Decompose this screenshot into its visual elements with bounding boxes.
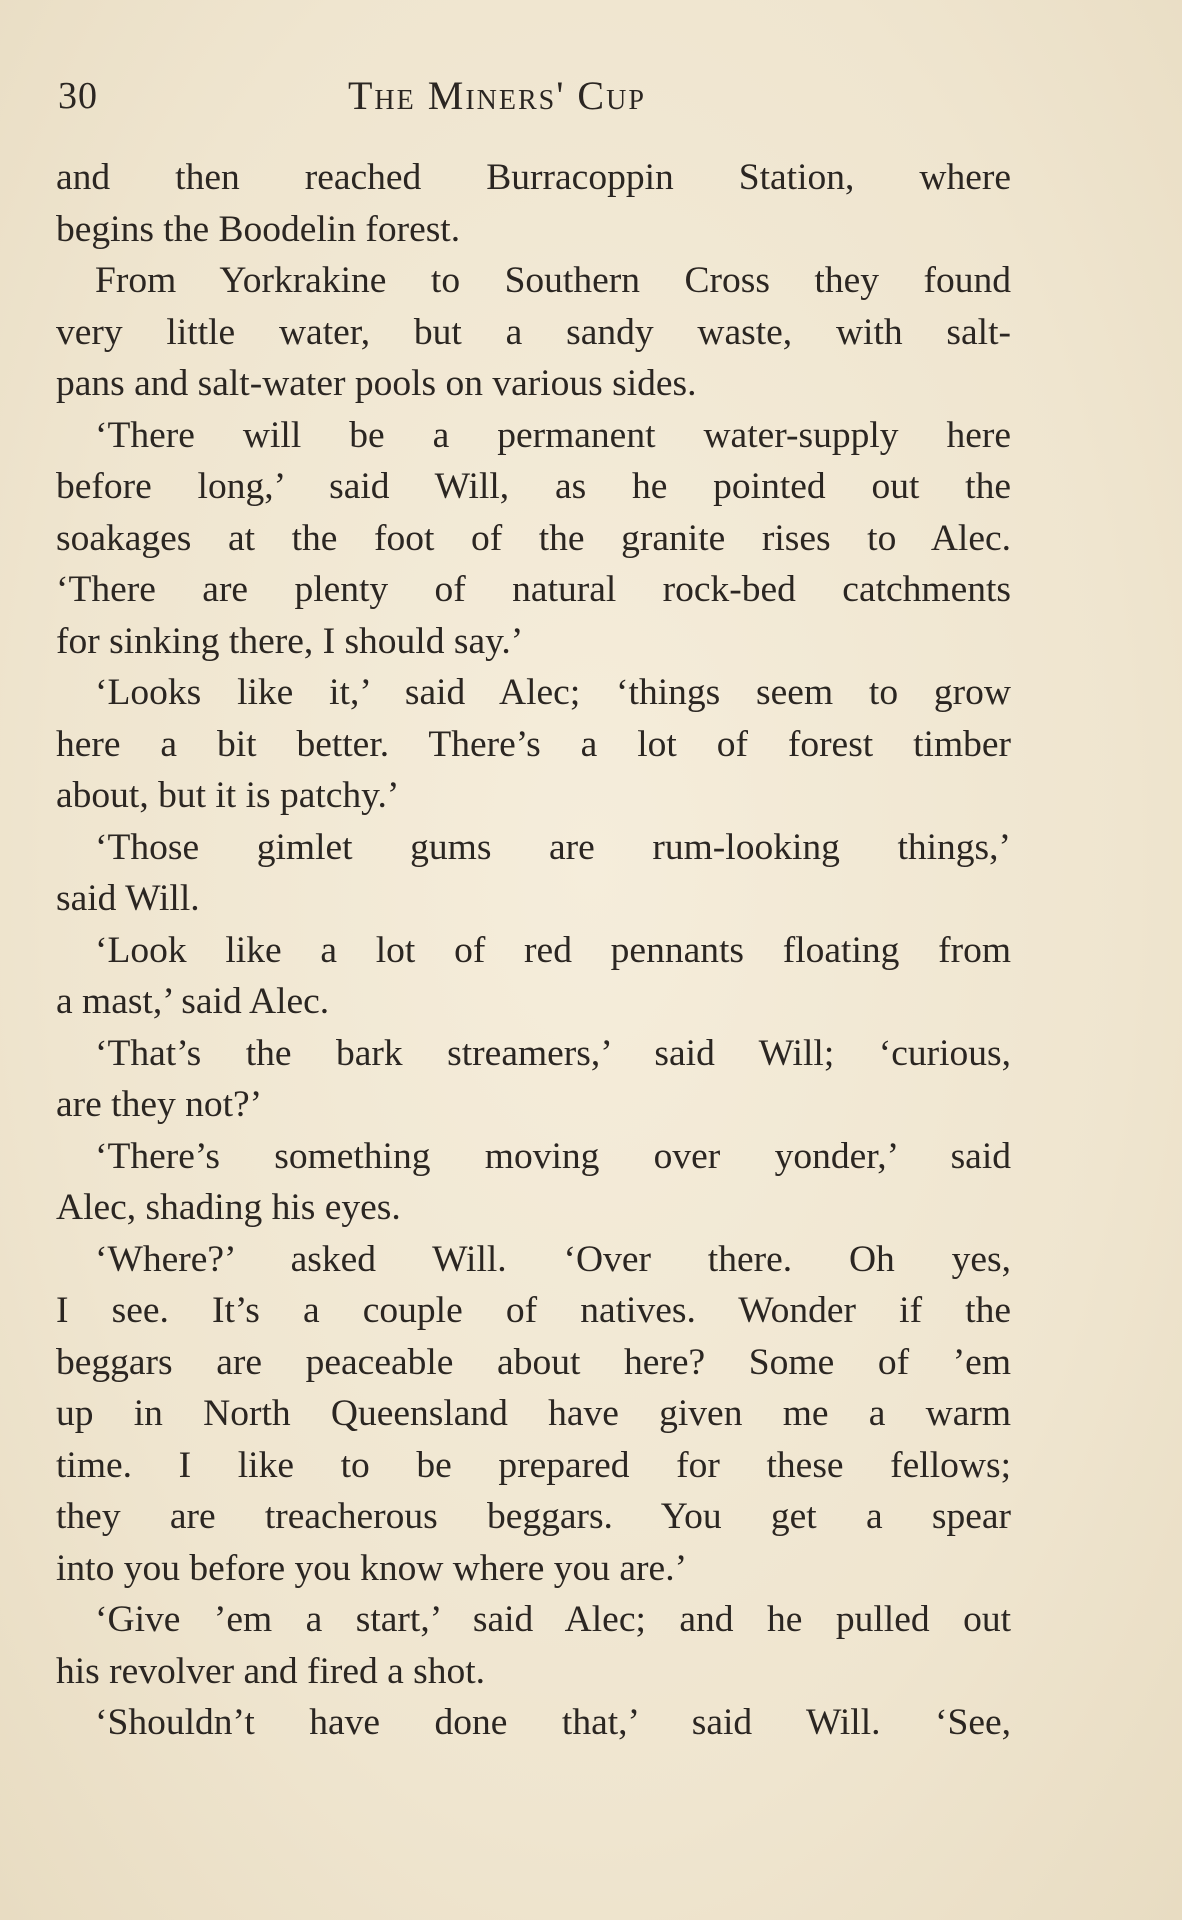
- page-number: 30: [58, 75, 98, 117]
- text-line: very little water, but a sandy waste, with salt-: [56, 311, 1011, 353]
- text-line: up in North Queensland have given me a warm: [56, 1393, 1011, 1434]
- text-line: ‘Look like a lot of red pennants floating from: [95, 929, 1011, 971]
- text-line: they are treacherous beggars. You get a spear: [56, 1496, 1011, 1537]
- running-head: [56, 68, 1016, 128]
- text-line: here a bit better. There’s a lot of forest timber: [56, 723, 1011, 765]
- text-line: a mast,’ said Alec.: [56, 981, 330, 1022]
- text-line: begins the Boodelin forest.: [56, 208, 461, 250]
- running-title: The Miners' Cup: [348, 73, 646, 118]
- text-line: about, but it is patchy.’: [56, 775, 400, 816]
- text-line: ‘There are plenty of natural rock-bed catchments: [56, 569, 1011, 610]
- text-line: pans and salt-water pools on various sides.: [56, 363, 697, 404]
- text-line: time. I like to be prepared for these fellows;: [56, 1444, 1011, 1486]
- text-line: ‘Shouldn’t have done that,’ said Will. ‘See,: [95, 1702, 1011, 1743]
- text-line: ‘Give ’em a start,’ said Alec; and he pulled out: [95, 1599, 1011, 1640]
- text-line: ‘There will be a permanent water-supply here: [95, 414, 1011, 456]
- text-line: ‘Where?’ asked Will. ‘Over there. Oh yes,: [95, 1238, 1011, 1280]
- text-line: said Will.: [56, 878, 200, 919]
- text-line: ‘Looks like it,’ said Alec; ‘things seem to grow: [95, 672, 1011, 713]
- body-text: [56, 152, 1011, 1749]
- text-line: soakages at the foot of the granite rises to Alec.: [56, 517, 1011, 559]
- text-line: into you before you know where you are.’: [56, 1547, 688, 1589]
- text-line: are they not?’: [56, 1084, 263, 1125]
- text-line: I see. It’s a couple of natives. Wonder if the: [56, 1290, 1011, 1331]
- text-line: From Yorkrakine to Southern Cross they found: [95, 260, 1011, 301]
- text-line: Alec, shading his eyes.: [56, 1187, 401, 1228]
- text-line: ‘Those gimlet gums are rum-looking things,’: [95, 826, 1011, 868]
- text-line: his revolver and fired a shot.: [56, 1650, 486, 1692]
- text-line: beggars are peaceable about here? Some of ’em: [56, 1341, 1011, 1383]
- text-line: before long,’ said Will, as he pointed out the: [56, 466, 1011, 507]
- text-line: for sinking there, I should say.’: [56, 620, 524, 662]
- text-line: and then reached Burracoppin Station, where: [56, 157, 1011, 198]
- text-line: ‘That’s the bark streamers,’ said Will; ‘curious,: [95, 1032, 1011, 1074]
- text-line: ‘There’s something moving over yonder,’ said: [95, 1135, 1011, 1177]
